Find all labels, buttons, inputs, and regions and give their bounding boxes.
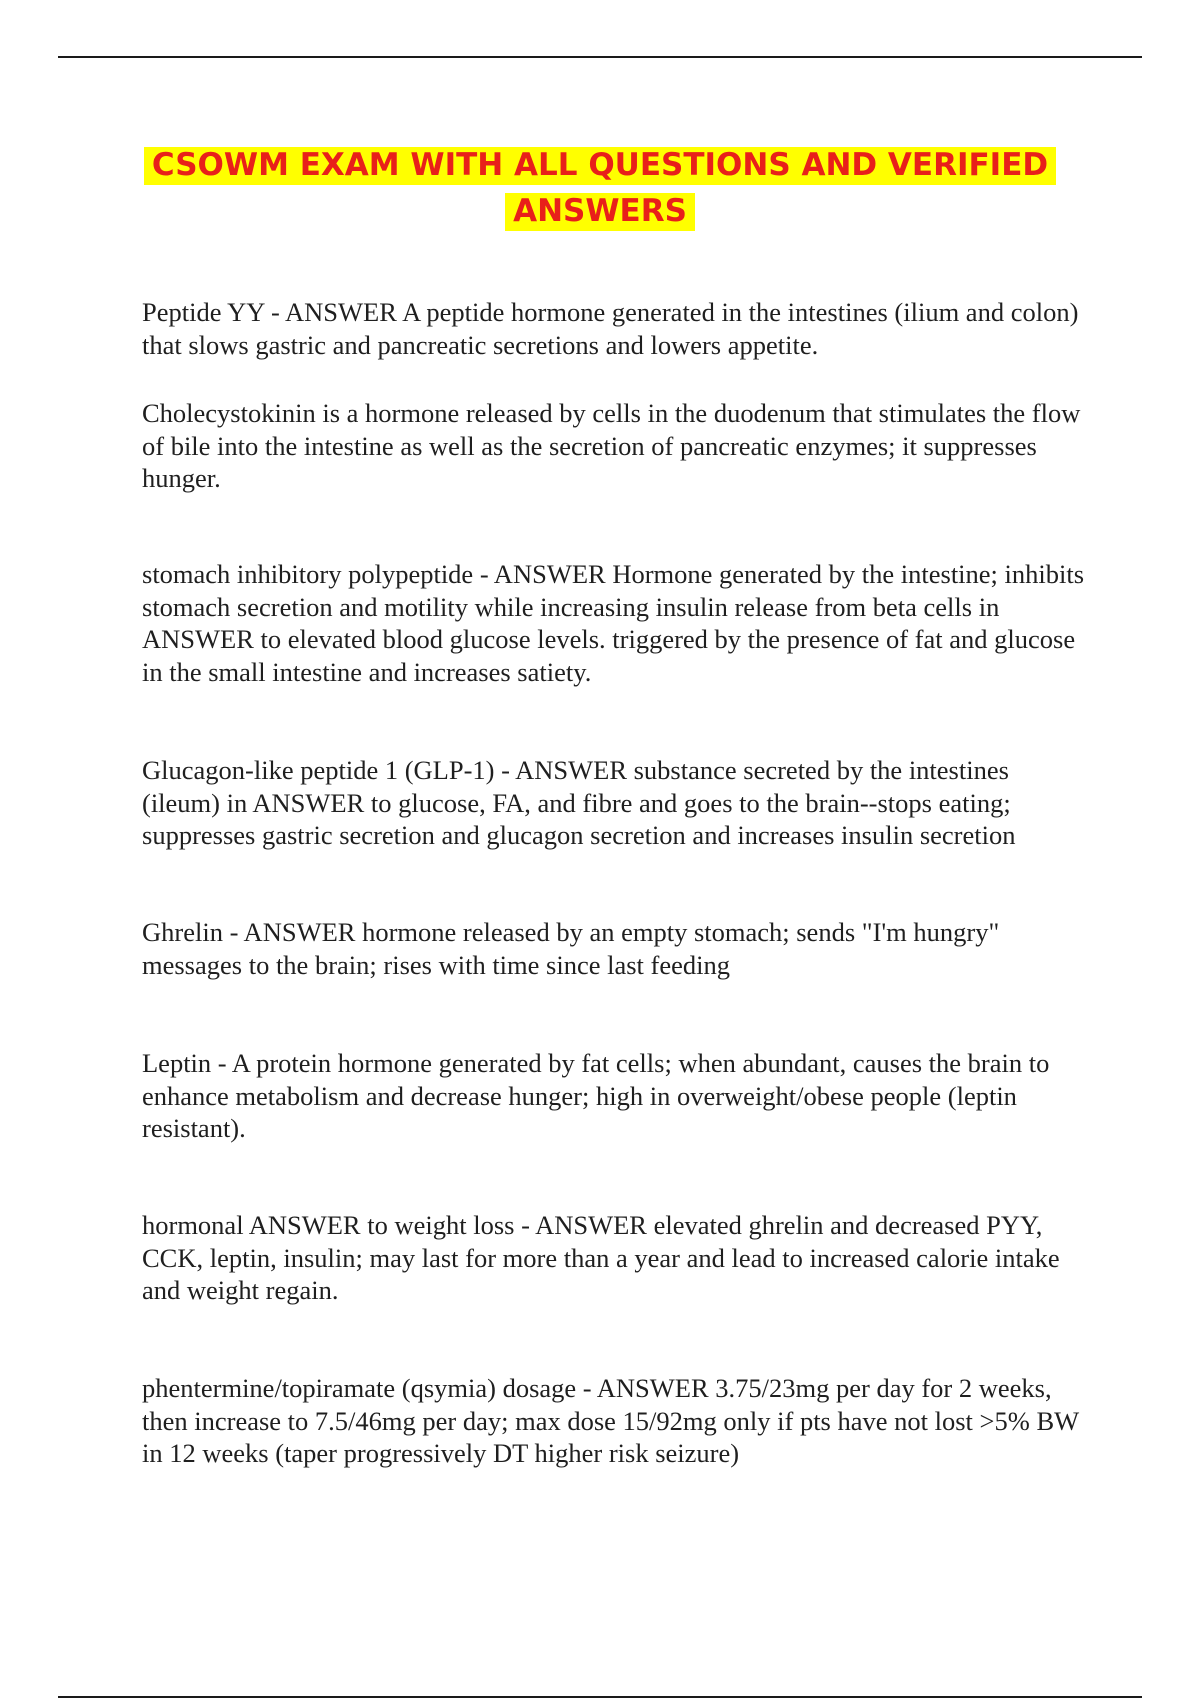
qa-leptin: Leptin - A protein hormone generated by fat cells; when abundant, causes the brain to enhance metabolism and decrease hunger; high in overweight/obese people (leptin resistant). (142, 1048, 1050, 1143)
document-title (60, 142, 1140, 234)
bottom-rule (58, 1696, 1142, 1698)
qa-ghrelin: Ghrelin - ANSWER hormone released by an empty stomach; sends "I'm hungry" messages to the brain; rises with time since last feeding (142, 917, 1000, 980)
qa-hormonal-answer-weight-loss: hormonal ANSWER to weight loss - ANSWER elevated ghrelin and decreased PYY, CCK, leptin, insulin; may last for more than a year and lead to increased calorie intake and weight regain. (142, 1210, 1060, 1305)
qa-stomach-inhibitory-polypeptide: stomach inhibitory polypeptide - ANSWER Hormone generated by the intestine; inhibits stomach secretion and motility while increasing insulin release from beta cells in ANSWER to elevated blood glucose levels. triggered by the presence of fat and glucose in the small intestine and increases satiety. (142, 559, 1085, 687)
top-rule (58, 56, 1142, 58)
document-title-line-2: ANSWERS (505, 193, 695, 231)
qa-phentermine-topiramate: phentermine/topiramate (qsymia) dosage - ANSWER 3.75/23mg per day for 2 weeks, then increase to 7.5/46mg per day; max dose 15/92mg only if pts have not lost >5% BW in 12 weeks (taper progressively DT higher risk seizure) (142, 1373, 1079, 1468)
qa-peptide-yy: Peptide YY - ANSWER A peptide hormone generated in the intestines (ilium and colon) that slows gastric and pancreatic secretions and lowers appetite. (142, 297, 1079, 360)
qa-glp-1: Glucagon-like peptide 1 (GLP-1) - ANSWER substance secreted by the intestines (ileum) in ANSWER to glucose, FA, and fibre and goes to the brain--stops eating; suppresses gastric secretion and glucagon secretion and increases insulin secretion (142, 755, 1016, 850)
qa-cholecystokinin: Cholecystokinin is a hormone released by cells in the duodenum that stimulates the flow of bile into the intestine as well as the secretion of pancreatic enzymes; it suppresses hunger. (142, 398, 1081, 493)
document-title-line-1: CSOWM EXAM WITH ALL QUESTIONS AND VERIFIED (144, 147, 1056, 185)
